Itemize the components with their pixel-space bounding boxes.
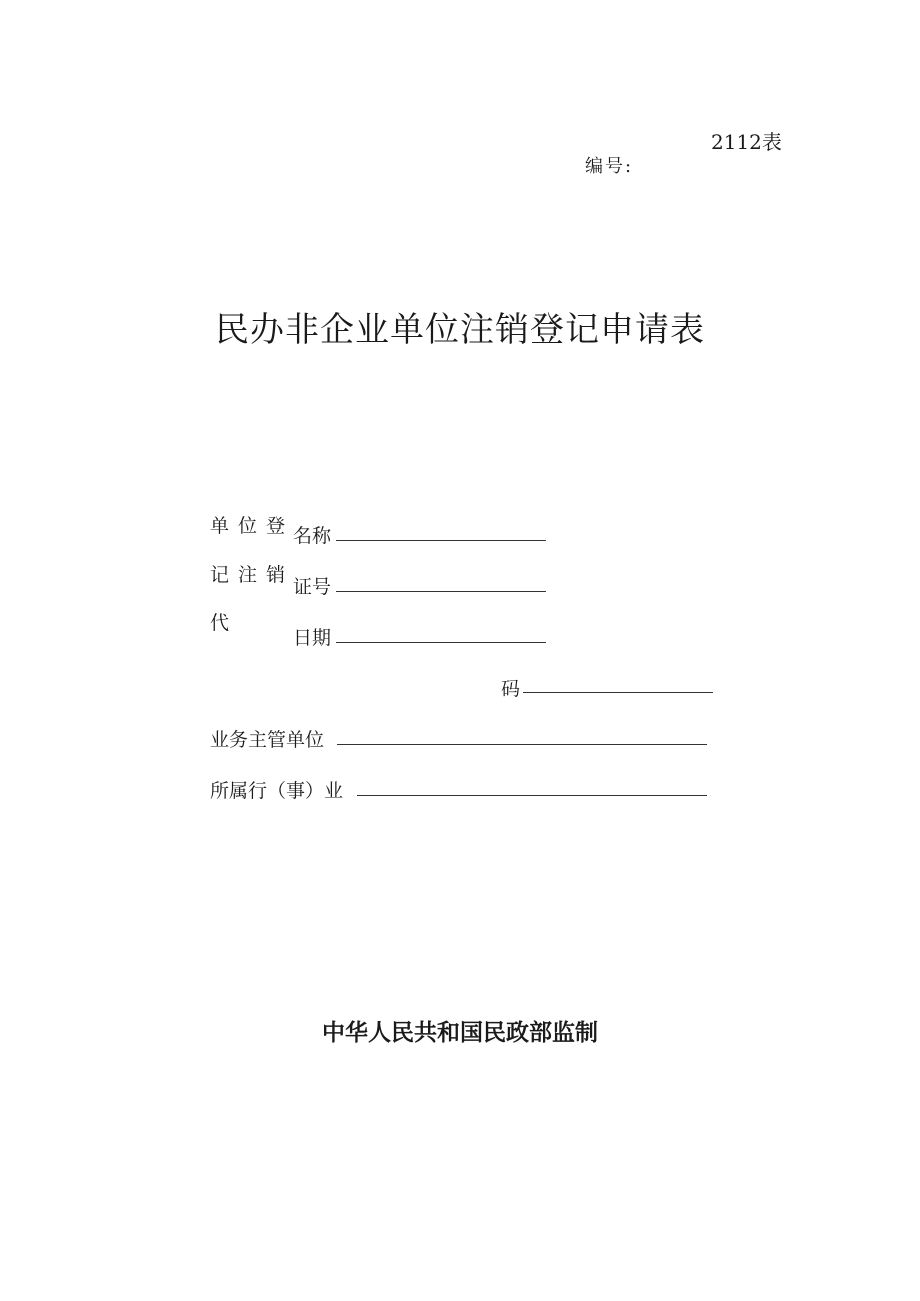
form-code: 2112表 xyxy=(711,130,782,154)
code-input-line[interactable] xyxy=(523,692,713,693)
supervisor-label: 业务主管单位 xyxy=(210,729,325,751)
supervisor-input-line[interactable] xyxy=(337,744,707,745)
serial-number-label: 编号: xyxy=(585,156,634,177)
industry-input-line[interactable] xyxy=(357,795,707,796)
industry-label: 所属行（事）业 xyxy=(210,780,344,802)
left-label-line3: 代 xyxy=(210,612,239,634)
code-label: 码 xyxy=(501,678,521,700)
name-input-line[interactable] xyxy=(336,540,546,541)
date-label: 日期 xyxy=(293,627,332,649)
document-title: 民办非企业单位注销登记申请表 xyxy=(215,310,705,350)
left-label-line1: 单位登 xyxy=(210,515,295,537)
date-input-line[interactable] xyxy=(336,642,546,643)
certificate-number-input-line[interactable] xyxy=(336,591,546,592)
certificate-number-label: 证号 xyxy=(293,576,332,598)
issuer-footer: 中华人民共和国民政部监制 xyxy=(322,1020,598,1046)
name-label: 名称 xyxy=(293,525,332,547)
left-label-line2: 记注销 xyxy=(210,564,295,586)
